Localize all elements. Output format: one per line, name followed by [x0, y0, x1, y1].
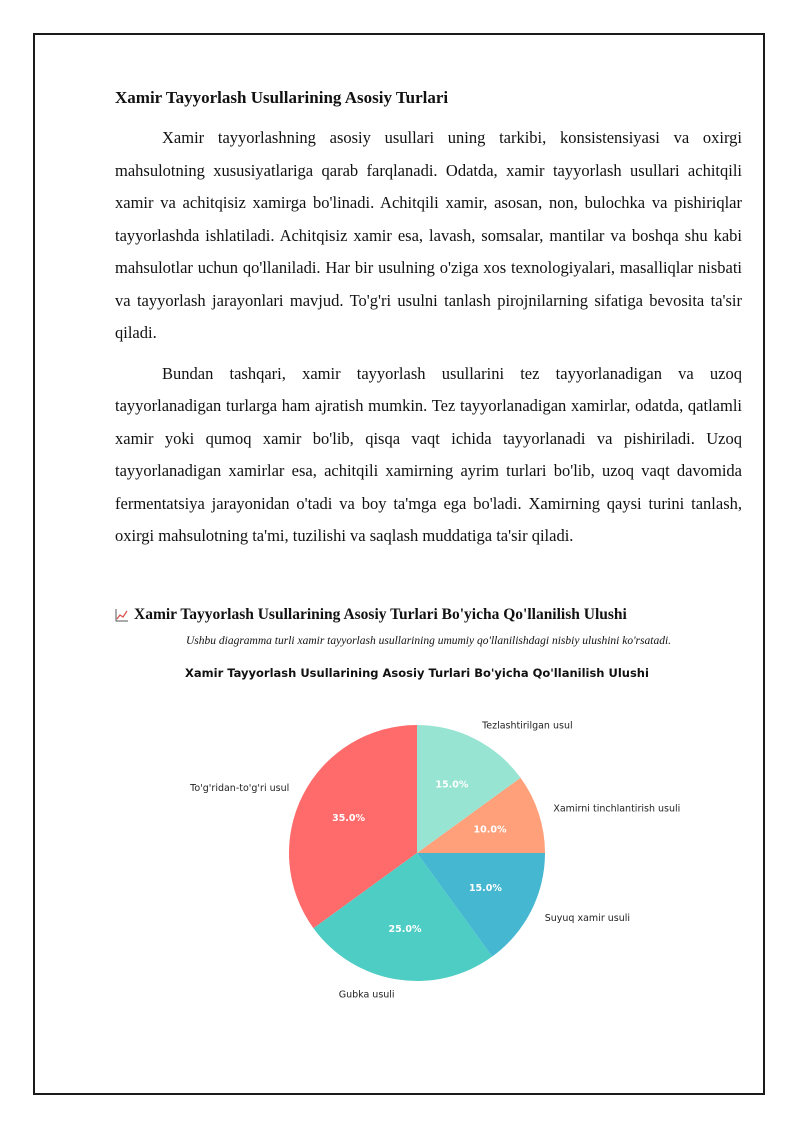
slice-pct-label-4: 15.0% [435, 779, 469, 791]
section-heading: Xamir Tayyorlash Usullarining Asosiy Turlari [115, 88, 449, 107]
slice-pct-label-1: 25.0% [388, 923, 422, 935]
paragraph-1: Xamir tayyorlashning asosiy usullari uning tarkibi, konsistensiyasi va oxirgi mahsulotning xususiyatlariga qarab farqlanadi. Odatda, xamir tayyorlash usullari achitqili xamir va achitqisiz xamirga bo'linadi. Achitqili xamir, asosan, non, bulochka va pishiriqlar tayyorlashda ishlatiladi. Achitqisiz xamir esa, lavash, somsalar, mantilar va boshqa shu kabi mahsulotlar uchun qo'llaniladi. Har bir usulning o'ziga xos texnologiyalari, masalliqlar nisbati va tayyorlash jarayonlari mavjud. To'g'ri usulni tanlash pirojnilarning sifatiga bevosita ta'sir qiladi. [115, 128, 742, 342]
slice-pct-label-3: 10.0% [473, 824, 507, 836]
slice-category-label-3: Xamirni tinchlantirish usuli [553, 803, 681, 815]
slice-category-label-0: To'g'ridan-to'g'ri usul [190, 782, 290, 794]
figure-caption: Ushbu diagramma turli xamir tayyorlash usullarining umumiy qo'llanilishdagi nisbiy ulushini ko'rsatadi. [185, 635, 672, 647]
paragraph-2: Bundan tashqari, xamir tayyorlash usullarini tez tayyorlanadigan va uzoq tayyorlanadigan turlarga ham ajratish mumkin. Tez tayyorlanadigan xamirlar, odatda, qatlamli xamir yoki qumoq xamir bo'lib, qisqa vaqt ichida tayyorlanadi va pishiriladi. Uzoq tayyorlanadigan xamirlar esa, achitqili xamirning ayrim turlari bo'lib, uzoq vaqt davomida fermentatsiya jarayonidan o'tadi va boy ta'mga ega bo'ladi. Xamirning qaysi turini tanlash, oxirgi mahsulotning ta'mi, tuzilishi va saqlash muddatiga ta'sir qiladi. [115, 363, 742, 545]
slice-pct-label-0: 35.0% [332, 813, 366, 825]
figure-heading-text: Xamir Tayyorlash Usullarining Asosiy Turlari Bo'yicha Qo'llanilish Ulushi [134, 606, 627, 623]
chart-title: Xamir Tayyorlash Usullarining Asosiy Turlari Bo'yicha Qo'llanilish Ulushi [185, 666, 649, 680]
slice-category-label-4: Tezlashtirilgan usul [482, 720, 573, 732]
slice-category-label-1: Gubka usuli [338, 989, 395, 1001]
slice-category-label-2: Suyuq xamir usuli [544, 913, 631, 925]
slice-pct-label-2: 15.0% [468, 882, 502, 894]
